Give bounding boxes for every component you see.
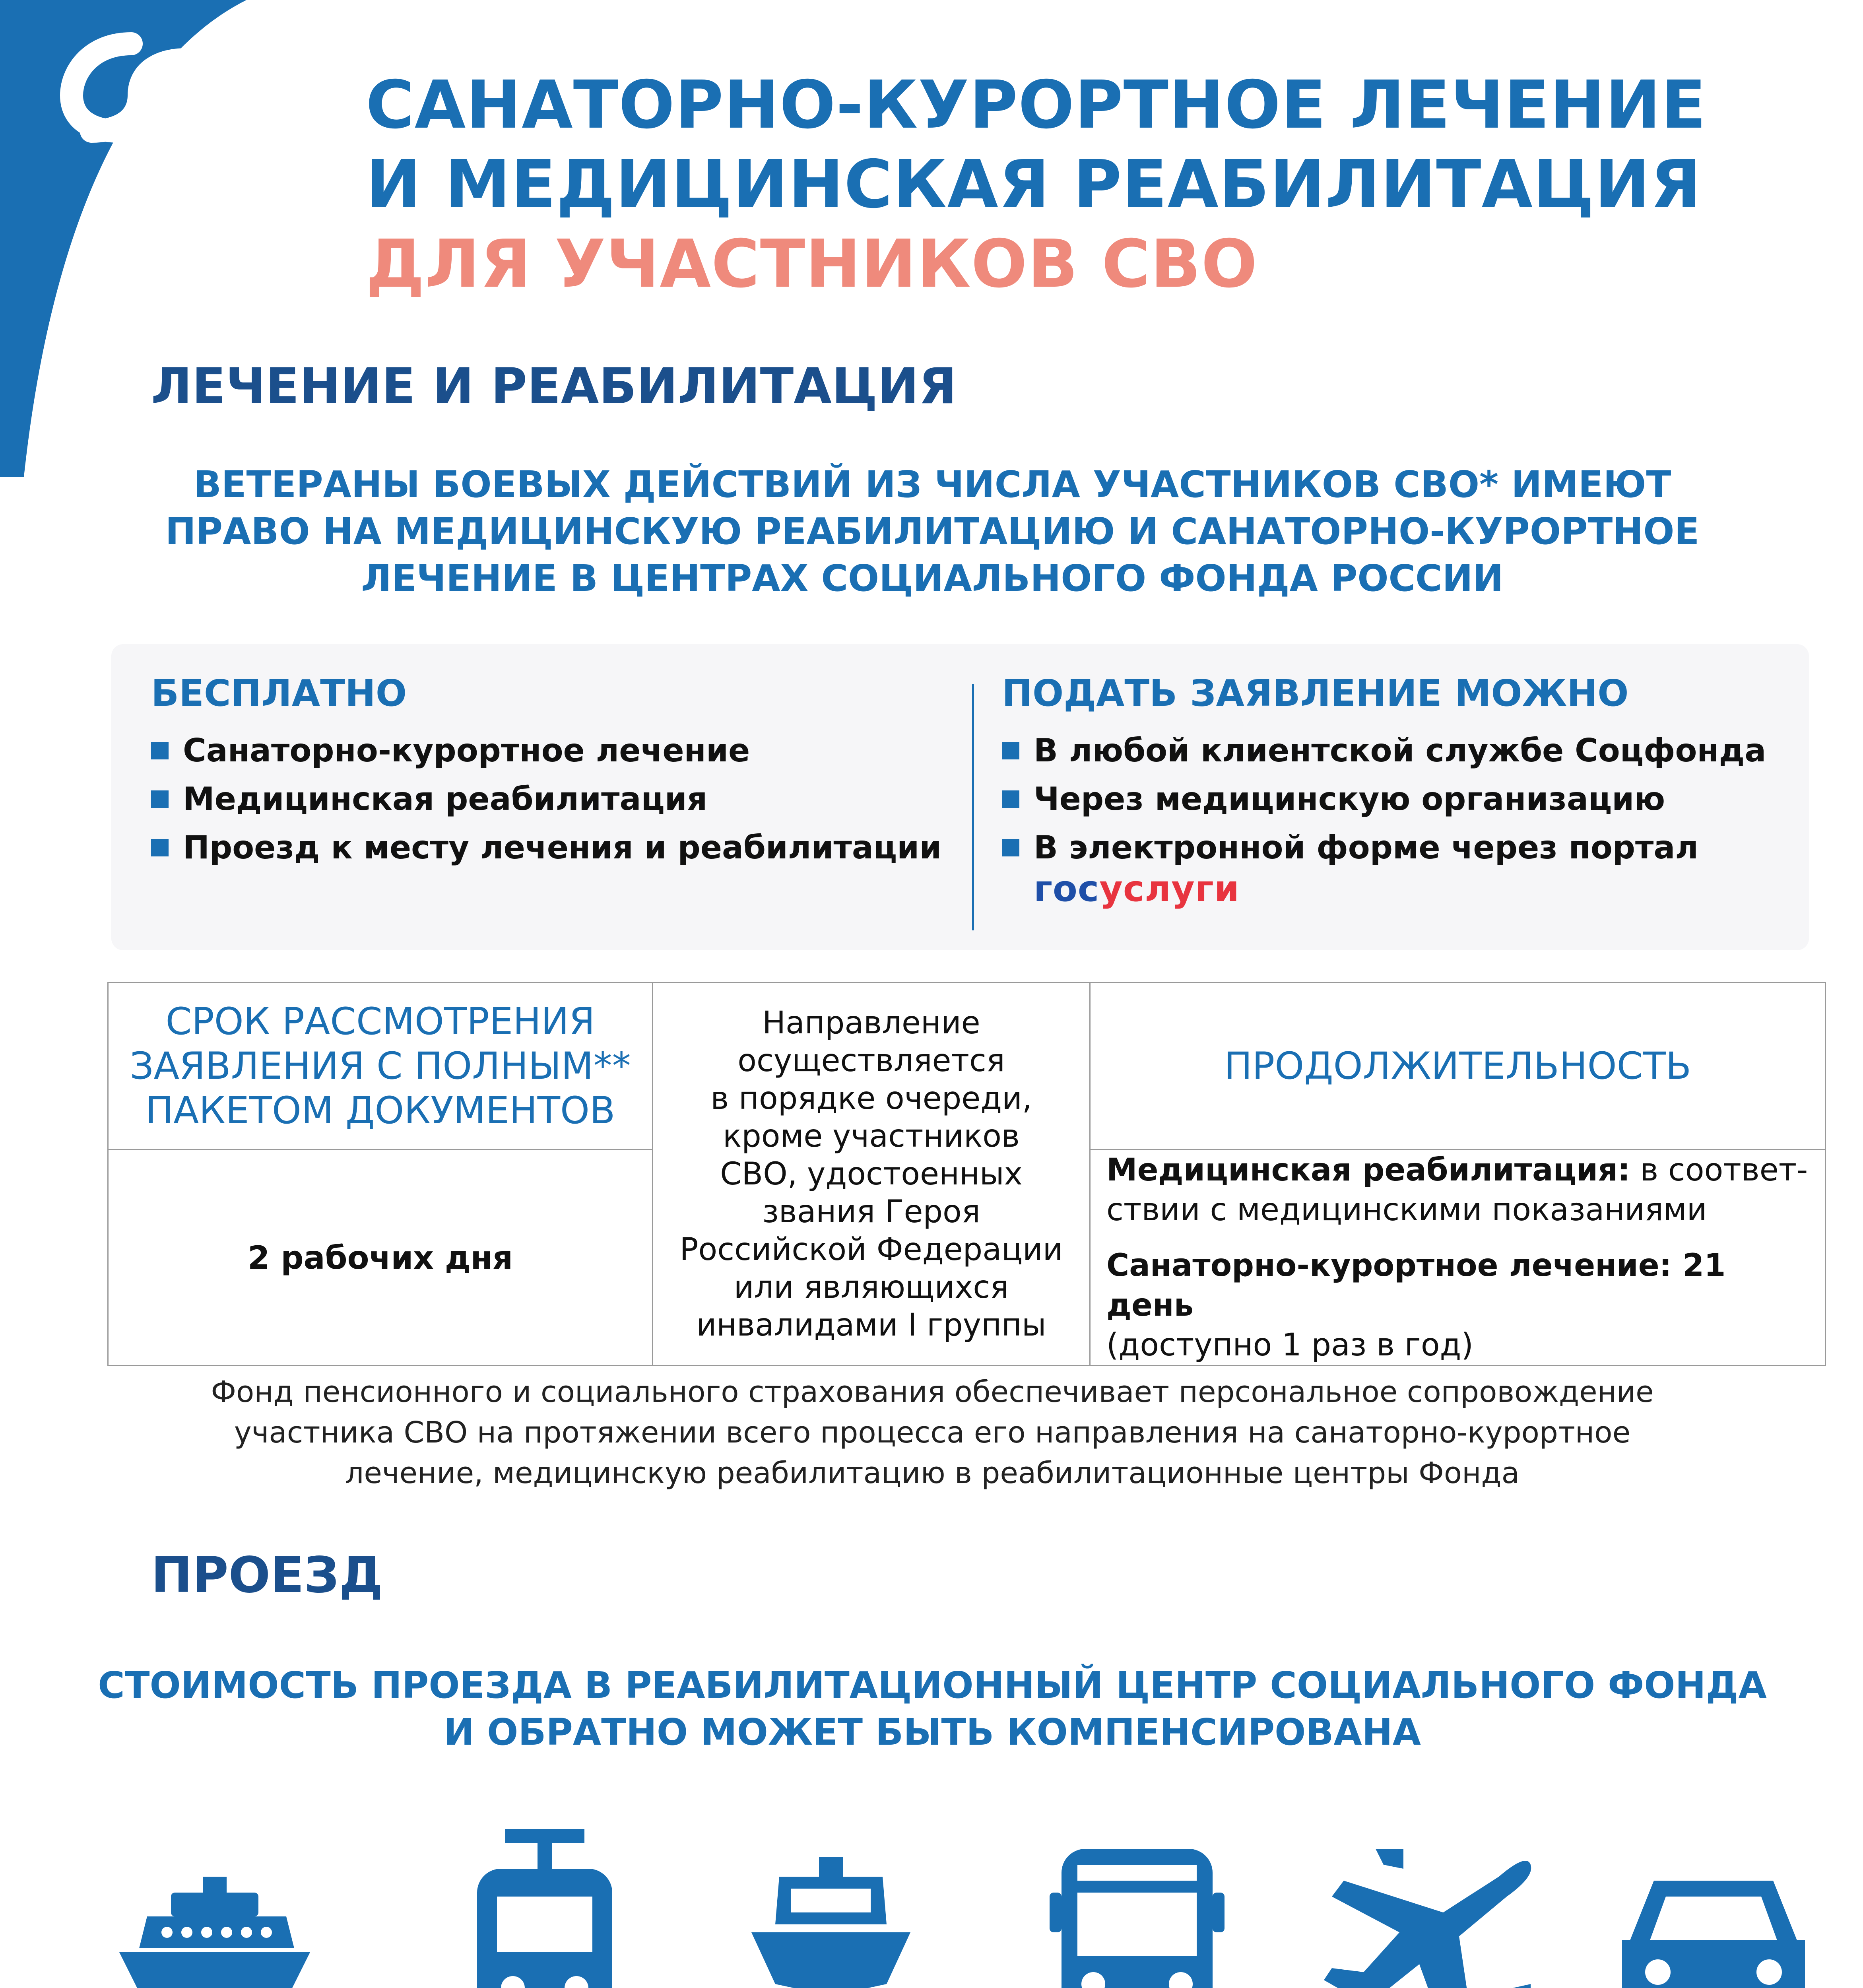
apply-item: В электронной форме через портал xyxy=(1002,823,1797,872)
direction-cell: Направление осуществляется в порядке очереди, кроме участников СВО, удостоенных звания Героя Российской Федерации или являющихся инвалидами I группы xyxy=(653,983,1090,1366)
free-heading: БЕСПЛАТНО xyxy=(151,672,407,714)
fund-note: Фонд пенсионного и социального страхования обеспечивает персональное сопровождение участника СВО на протяжении всего процесса его направления на санаторно-курортное лечение, медицинскую реабилитацию в реабилитационные центры Фонда xyxy=(211,1375,1654,1490)
title-line-3: ДЛЯ УЧАСТНИКОВ СВО xyxy=(366,226,1258,303)
free-item: Проезд к месту лечения и реабилитации xyxy=(151,823,946,872)
free-item: Санаторно-курортное лечение xyxy=(151,726,946,775)
ship-icon xyxy=(111,1869,318,1988)
free-item: Медицинская реабилитация xyxy=(151,775,946,823)
gosuslugi-logo[interactable]: госуслуги xyxy=(1034,868,1240,910)
apply-item: Через медицинскую организацию xyxy=(1002,775,1797,823)
intro-line: ВЕТЕРАНЫ БОЕВЫХ ДЕЙСТВИЙ ИЗ ЧИСЛА УЧАСТНИКОВ СВО* ИМЕЮТ xyxy=(193,463,1671,506)
bullet-square-icon xyxy=(1002,790,1019,808)
title-line-2: И МЕДИЦИНСКАЯ РЕАБИЛИТАЦИЯ xyxy=(366,146,1702,223)
bullet-square-icon xyxy=(1002,839,1019,856)
apply-item: В любой клиентской службе Соцфонда xyxy=(1002,726,1797,775)
car-icon xyxy=(1606,1865,1821,1988)
apply-column xyxy=(1002,672,1797,910)
bus-icon xyxy=(1026,1849,1248,1988)
free-column xyxy=(151,672,946,872)
apply-heading: ПОДАТЬ ЗАЯВЛЕНИЕ МОЖНО xyxy=(1002,672,1629,714)
train-icon xyxy=(469,1829,620,1988)
term-value-cell: 2 рабочих дня xyxy=(108,1150,653,1366)
duration-value-cell: Медицинская реабилитация: в соответ- ствии с медицинскими показаниями Санаторно-курортное лечение: 21 день (доступно 1 раз в год) xyxy=(1090,1150,1826,1366)
term-header-cell: СРОК РАССМОТРЕНИЯ ЗАЯВЛЕНИЯ С ПОЛНЫМ** ПАКЕТОМ ДОКУМЕНТОВ xyxy=(108,983,653,1150)
river-boat-icon xyxy=(728,1853,934,1988)
title-line-1: САНАТОРНО-КУРОРТНОЕ ЛЕЧЕНИЕ xyxy=(366,67,1707,144)
bullet-square-icon xyxy=(1002,742,1019,759)
duration-header-cell: ПРОДОЛЖИТЕЛЬНОСТЬ xyxy=(1090,983,1826,1150)
bullet-square-icon xyxy=(151,742,169,759)
travel-heading: ПРОЕЗД xyxy=(151,1547,383,1604)
airplane-icon xyxy=(1324,1845,1539,1988)
panel-divider xyxy=(972,684,974,930)
treatment-heading: ЛЕЧЕНИЕ И РЕАБИЛИТАЦИЯ xyxy=(151,358,957,415)
bullet-square-icon xyxy=(151,790,169,808)
treatment-intro xyxy=(119,461,1745,602)
info-table xyxy=(107,982,1826,1366)
intro-line: ЛЕЧЕНИЕ В ЦЕНТРАХ СОЦИАЛЬНОГО ФОНДА РОССИИ xyxy=(361,557,1504,600)
bullet-square-icon xyxy=(151,839,169,856)
intro-line: ПРАВО НА МЕДИЦИНСКУЮ РЕАБИЛИТАЦИЮ И САНАТОРНО-КУРОРТНОЕ xyxy=(165,510,1700,553)
travel-subheading: СТОИМОСТЬ ПРОЕЗДА В РЕАБИЛИТАЦИОННЫЙ ЦЕНТР СОЦИАЛЬНОГО ФОНДА И ОБРАТНО МОЖЕТ БЫТЬ КОМПЕНСИРОВАНА xyxy=(98,1664,1767,1753)
